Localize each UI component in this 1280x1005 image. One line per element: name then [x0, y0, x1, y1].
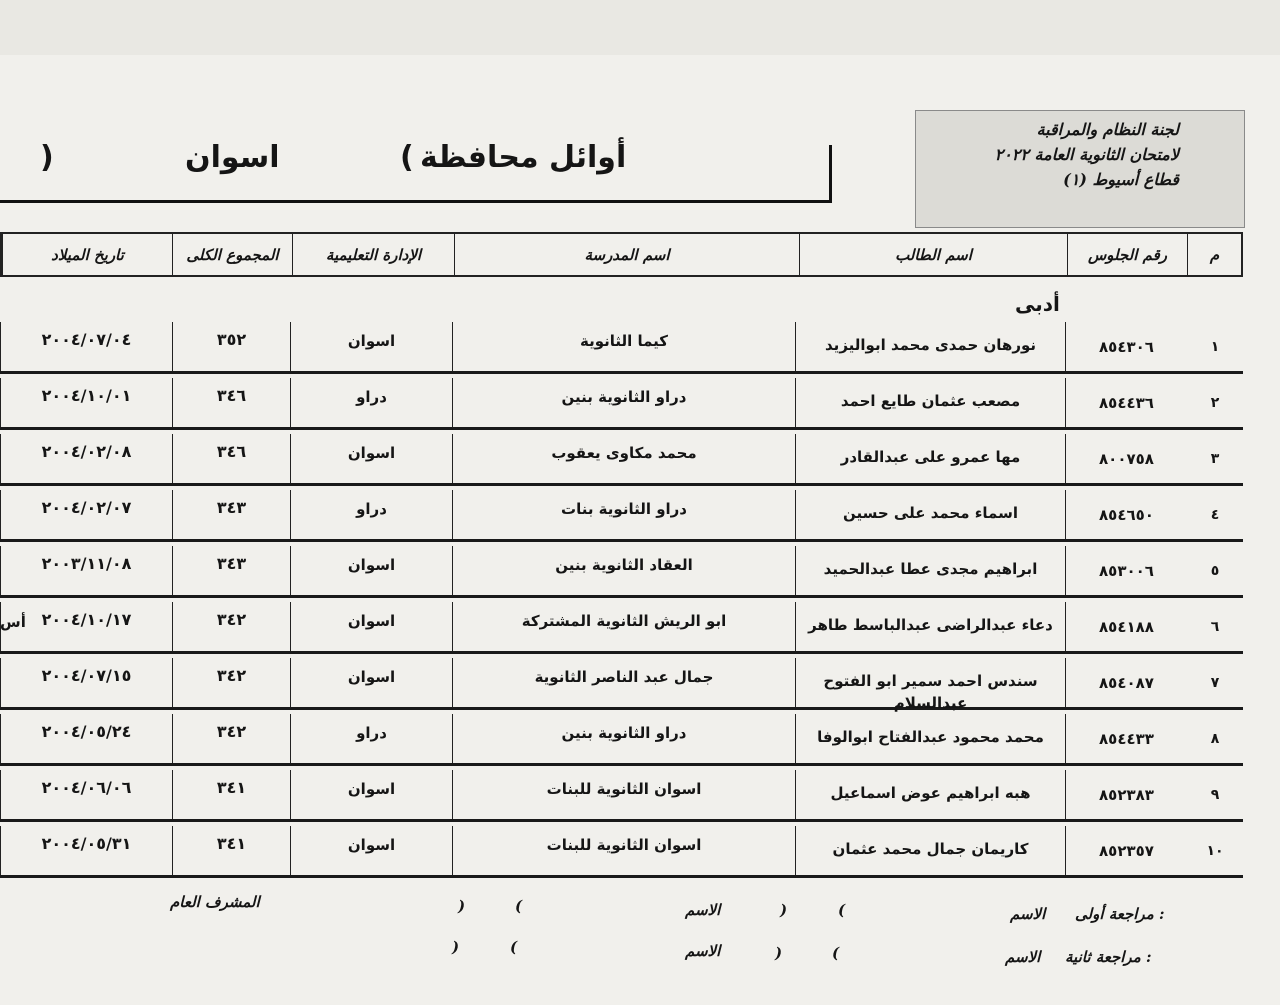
- header-dob: تاريخ الميلاد: [2, 234, 172, 275]
- table-row: [0, 434, 1243, 486]
- cell-name: محمد محمود عبدالفتاح ابوالوفا: [795, 714, 1065, 763]
- cell-dob: ٢٠٠٤/٠٧/٠٤: [0, 322, 172, 371]
- cell-school: دراو الثانوية بنات: [452, 490, 795, 539]
- review-1-paren-b: ): [780, 901, 788, 919]
- section-label: أدبى: [1015, 292, 1060, 316]
- cell-num: ٧: [1210, 674, 1220, 691]
- cell-num: ١: [1210, 338, 1220, 355]
- cell-dob: ٢٠٠٤/١٠/٠١: [0, 378, 172, 427]
- table-row: [0, 658, 1243, 710]
- cell-total: ٣٤١: [172, 826, 290, 875]
- cell-total: ٣٤٢: [172, 714, 290, 763]
- review-1-name-label: الاسم: [1010, 905, 1046, 923]
- header-dept: الإدارة التعليمية: [292, 234, 454, 275]
- cell-school: العقاد الثانوية بنين: [452, 546, 795, 595]
- cell-total: ٣٤٢: [172, 658, 290, 707]
- general-supervisor-label: المشرف العام: [170, 893, 260, 911]
- header-seat: رقم الجلوس: [1067, 234, 1187, 275]
- cell-num: ٣: [1210, 450, 1220, 467]
- cell-dob: ٢٠٠٣/١١/٠٨: [0, 546, 172, 595]
- cell-num: ٦: [1210, 618, 1220, 635]
- cell-num: ٨: [1210, 730, 1220, 747]
- cell-dob: ٢٠٠٤/٠٢/٠٨: [0, 434, 172, 483]
- cell-seat: ٨٠٠٧٥٨: [1065, 434, 1187, 483]
- cell-school: جمال عبد الناصر الثانوية: [452, 658, 795, 707]
- cell-school: كيما الثانوية: [452, 322, 795, 371]
- cell-total: ٣٤٢: [172, 602, 290, 651]
- cell-dob: ٢٠٠٤/٠٧/١٥: [0, 658, 172, 707]
- cell-num: ٥: [1210, 562, 1220, 579]
- cell-seat: ٨٥٤٠٨٧: [1065, 658, 1187, 707]
- cell-total: ٣٤٣: [172, 490, 290, 539]
- cell-seat: ٨٥٤٣٠٦: [1065, 322, 1187, 371]
- title-frame: [0, 145, 832, 203]
- cut-off-text: أس: [0, 613, 26, 631]
- header-name: اسم الطالب: [799, 234, 1067, 275]
- cell-num: ٤: [1210, 506, 1220, 523]
- cell-dept: اسوان: [290, 826, 452, 875]
- review-2-paren-c: (: [510, 938, 518, 956]
- title-open-paren: (: [400, 140, 414, 175]
- header-school: اسم المدرسة: [454, 234, 799, 275]
- cell-dept: اسوان: [290, 546, 452, 595]
- cell-dept: دراو: [290, 378, 452, 427]
- table-row: [0, 714, 1243, 766]
- review-2-paren-a: (: [832, 944, 840, 962]
- title-close-paren: ): [40, 140, 54, 175]
- cell-dob: ٢٠٠٤/١٠/١٧: [0, 602, 172, 651]
- table-row: [0, 770, 1243, 822]
- cell-name: سندس احمد سمير ابو الفتوح عبدالسلام: [795, 658, 1065, 707]
- cell-school: ابو الريش الثانوية المشتركة: [452, 602, 795, 651]
- review-1-paren-d: ): [458, 897, 466, 915]
- cell-dob: ٢٠٠٤/٠٦/٠٦: [0, 770, 172, 819]
- table-row: [0, 826, 1243, 878]
- cell-dept: اسوان: [290, 602, 452, 651]
- cell-dob: ٢٠٠٤/٠٥/٢٤: [0, 714, 172, 763]
- header-num: م: [1187, 234, 1241, 275]
- cell-name: دعاء عبدالراضى عبدالباسط طاهر: [795, 602, 1065, 651]
- table-row: [0, 546, 1243, 598]
- cell-total: ٣٤١: [172, 770, 290, 819]
- cell-seat: ٨٥٢٣٨٣: [1065, 770, 1187, 819]
- cell-num: ٢: [1210, 394, 1220, 411]
- cell-name: هبه ابراهيم عوض اسماعيل: [795, 770, 1065, 819]
- review-2-name-label: الاسم: [1005, 948, 1041, 966]
- cell-name: نورهان حمدى محمد ابواليزيد: [795, 322, 1065, 371]
- committee-box: [915, 110, 1245, 228]
- cell-dept: اسوان: [290, 658, 452, 707]
- cell-seat: ٨٥٤٦٥٠: [1065, 490, 1187, 539]
- cell-total: ٣٤٦: [172, 434, 290, 483]
- review-2-name-label-2: الاسم: [685, 942, 721, 960]
- cell-dept: دراو: [290, 490, 452, 539]
- table-row: [0, 490, 1243, 542]
- header-total: المجموع الكلى: [172, 234, 292, 275]
- cell-school: محمد مكاوى يعقوب: [452, 434, 795, 483]
- cell-seat: ٨٥٤٤٣٣: [1065, 714, 1187, 763]
- cell-school: اسوان الثانوية للبنات: [452, 770, 795, 819]
- cell-name: مها عمرو على عبدالقادر: [795, 434, 1065, 483]
- cell-total: ٣٤٣: [172, 546, 290, 595]
- cell-total: ٣٥٢: [172, 322, 290, 371]
- cell-dob: ٢٠٠٤/٠٥/٣١: [0, 826, 172, 875]
- review-1-paren-a: (: [838, 901, 846, 919]
- cell-seat: ٨٥٤٤٣٦: [1065, 378, 1187, 427]
- review-2-paren-b: ): [775, 944, 783, 962]
- cell-num: ٩: [1210, 786, 1220, 803]
- cell-dept: اسوان: [290, 434, 452, 483]
- cell-school: دراو الثانوية بنين: [452, 378, 795, 427]
- cell-dept: اسوان: [290, 770, 452, 819]
- cell-dept: دراو: [290, 714, 452, 763]
- cell-seat: ٨٥٢٣٥٧: [1065, 826, 1187, 875]
- table-header: [0, 232, 1243, 277]
- cell-dept: اسوان: [290, 322, 452, 371]
- cell-num: ١٠: [1206, 842, 1224, 859]
- cell-total: ٣٤٦: [172, 378, 290, 427]
- review-1-name-label-2: الاسم: [685, 901, 721, 919]
- committee-line-3: قطاع أسيوط (١): [1063, 170, 1179, 189]
- table-row: [0, 602, 1243, 654]
- committee-line-1: لجنة النظام والمراقبة: [1036, 120, 1179, 139]
- cell-name: كاريمان جمال محمد عثمان: [795, 826, 1065, 875]
- cell-name: ابراهيم مجدى عطا عبدالحميد: [795, 546, 1065, 595]
- page-title: أوائل محافظة: [420, 140, 627, 175]
- review-1-label: مراجعة أولى :: [1075, 905, 1165, 923]
- cell-name: اسماء محمد على حسين: [795, 490, 1065, 539]
- review-2-label: مراجعة ثانية :: [1065, 948, 1152, 966]
- table-row: [0, 378, 1243, 430]
- cell-name: مصعب عثمان طايع احمد: [795, 378, 1065, 427]
- review-2-paren-d: ): [452, 938, 460, 956]
- review-1-paren-c: (: [515, 897, 523, 915]
- governorate-name: اسوان: [185, 140, 280, 175]
- cell-school: دراو الثانوية بنين: [452, 714, 795, 763]
- cell-seat: ٨٥٤١٨٨: [1065, 602, 1187, 651]
- committee-line-2: لامتحان الثانوية العامة ٢٠٢٢: [994, 145, 1179, 164]
- cell-school: اسوان الثانوية للبنات: [452, 826, 795, 875]
- cell-dob: ٢٠٠٤/٠٢/٠٧: [0, 490, 172, 539]
- table-row: [0, 322, 1243, 374]
- cell-seat: ٨٥٣٠٠٦: [1065, 546, 1187, 595]
